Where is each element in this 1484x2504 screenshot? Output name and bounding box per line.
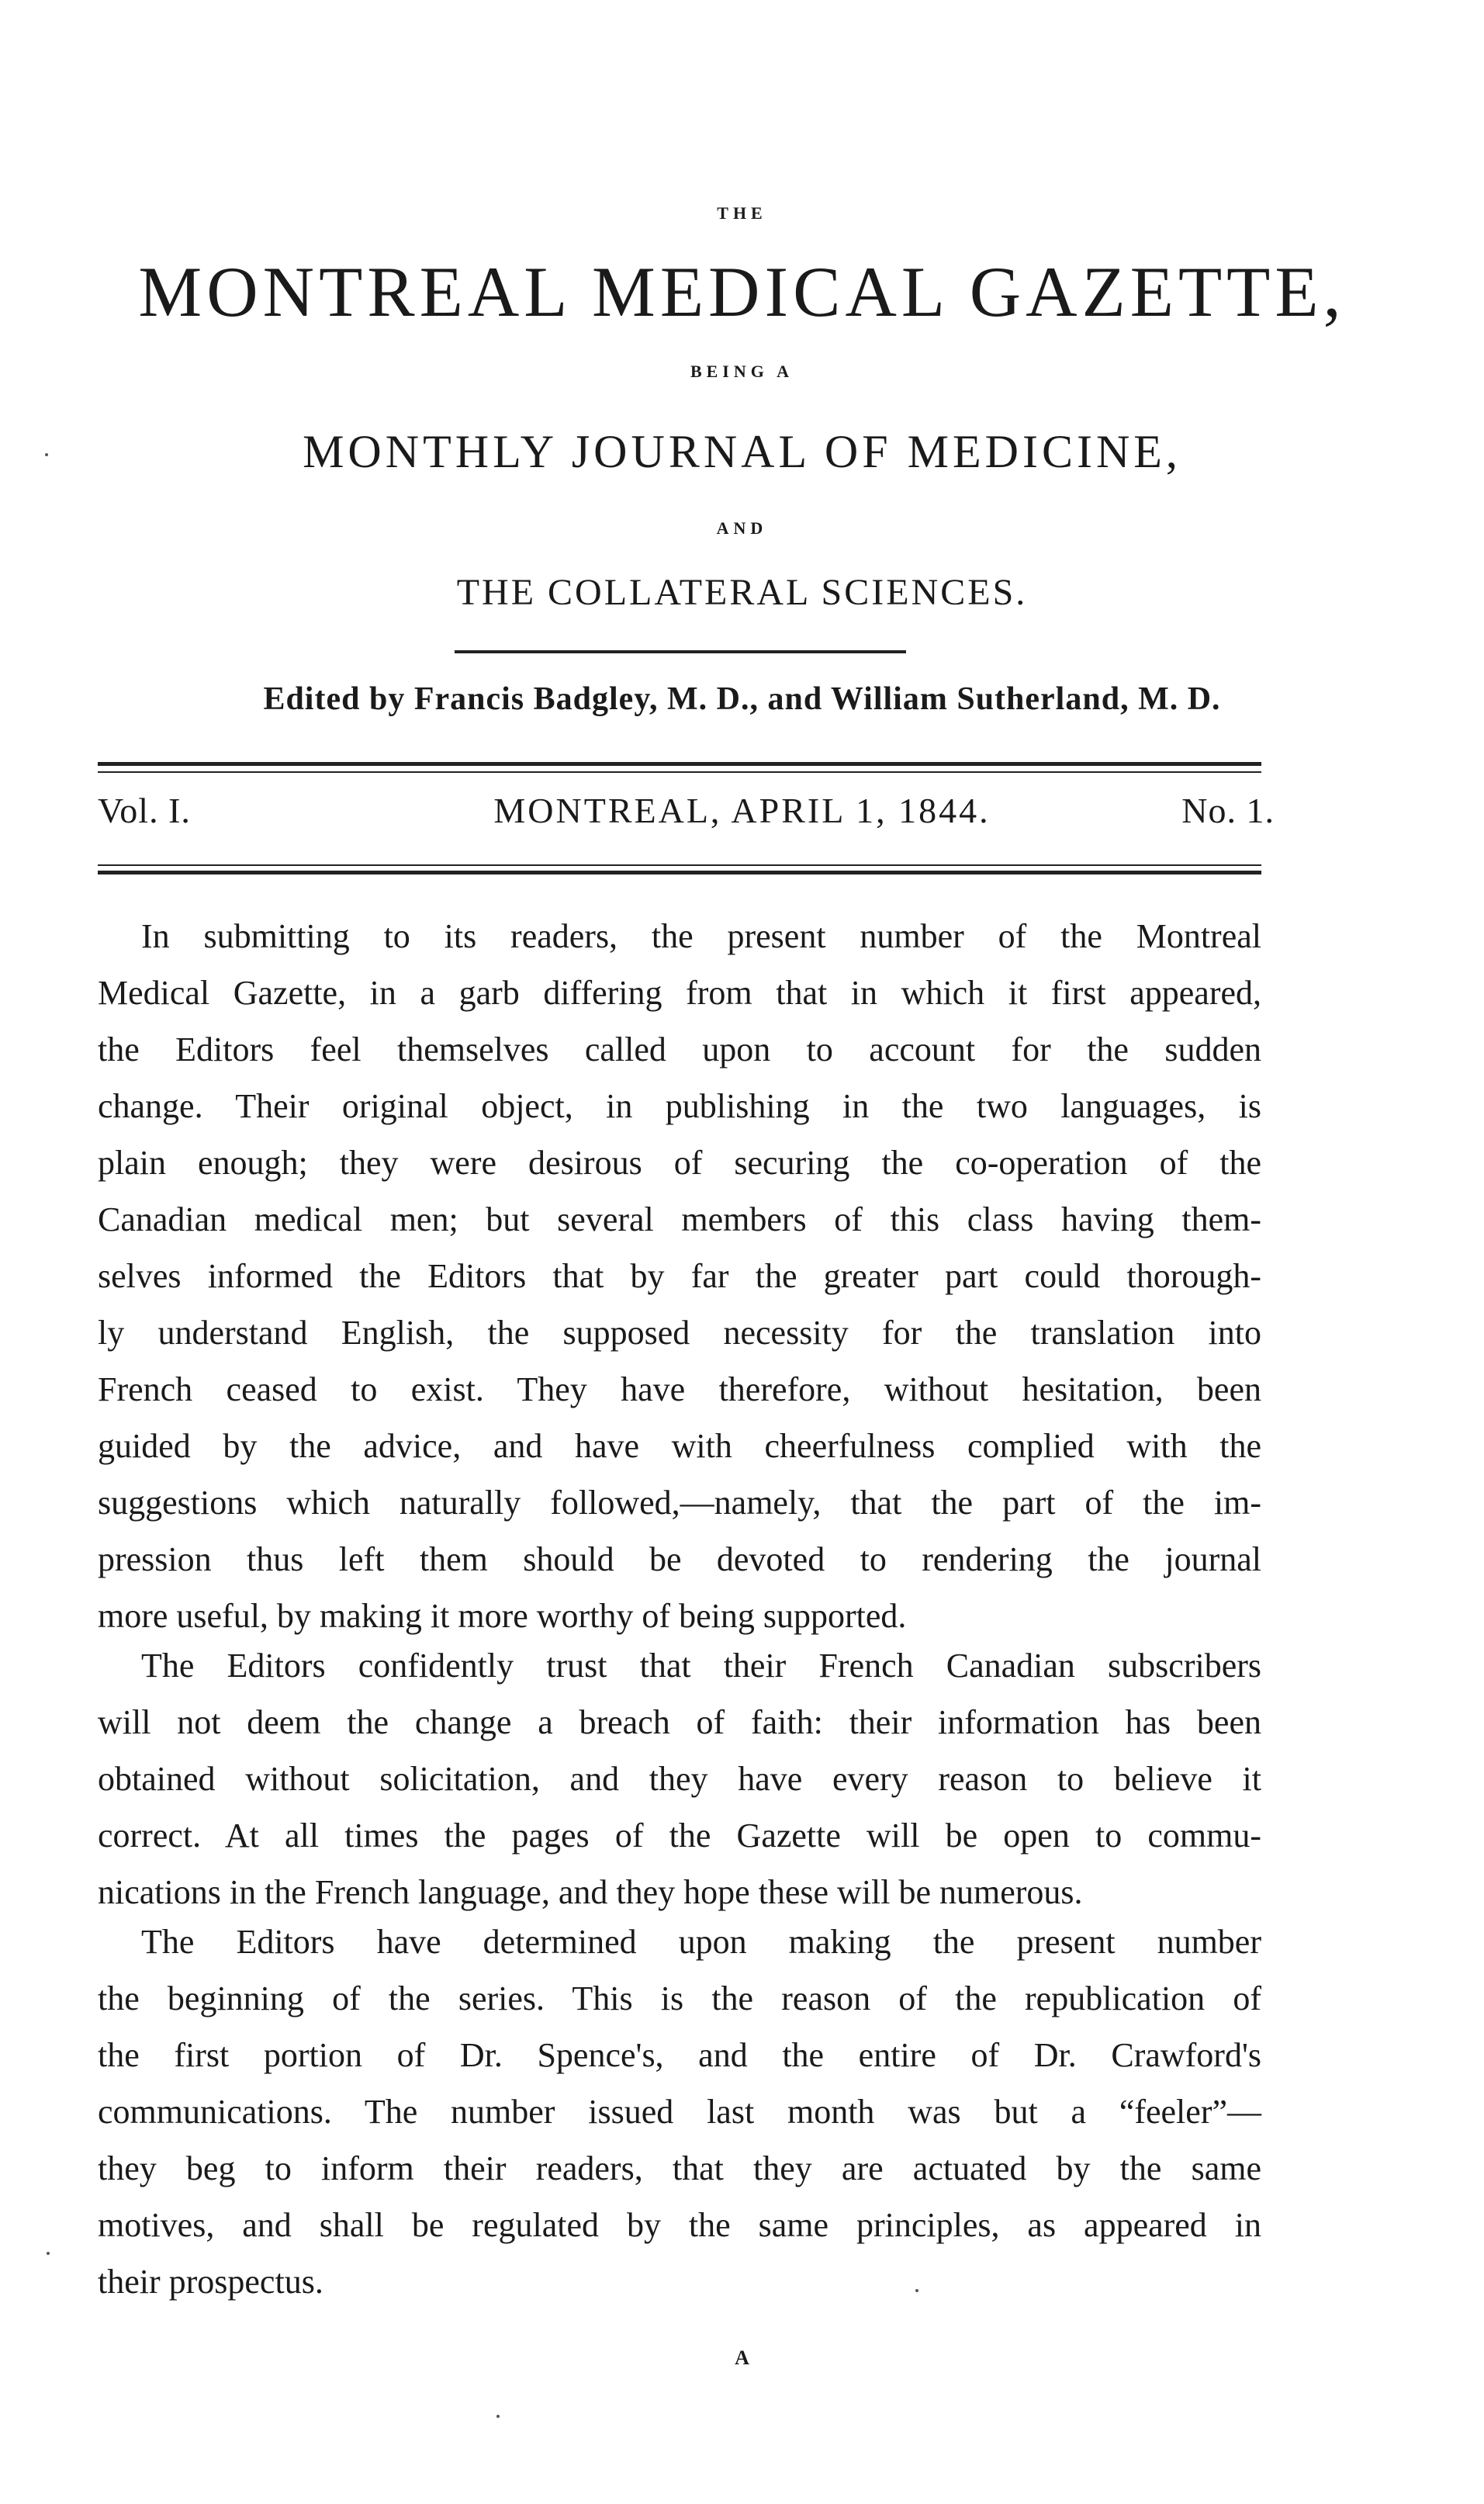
masthead-top-rule [98,762,1261,766]
text-line: the Editors feel themselves called upon to account for the sudden [98,1030,1261,1068]
text-line: nications in the French language, and they hope these will be numerous. [98,1873,1083,1911]
title-divider [455,650,906,653]
masthead-bottom-rule [98,871,1261,874]
text-line: The Editors confidently trust that their French Canadian subscribers [141,1647,1261,1685]
issue-number: No. 1. [1181,791,1275,830]
text-line: selves informed the Editors that by far the greater part could thorough- [98,1257,1261,1295]
signature-mark: A [735,2346,749,2369]
text-line: they beg to inform their readers, that they are actuated by the same [98,2149,1261,2187]
text-line: correct. At all times the pages of the Gazette will be open to commu- [98,1817,1261,1855]
header-and: AND [716,518,768,538]
text-line: plain enough; they were desirous of securing the co-operation of the [98,1144,1261,1182]
text-line: ly understand English, the supposed necessity for the translation into [98,1314,1261,1352]
paragraph-3 [98,1913,1261,2310]
text-line: In submitting to its readers, the present number of the Montreal [141,917,1261,955]
text-line: The Editors have determined upon making the present number [141,1923,1261,1961]
text-line: the beginning of the series. This is the reason of the republication of [98,1979,1261,2017]
scan-speck [47,2252,50,2255]
text-line: communications. The number issued last month was but a “feeler”— [98,2093,1261,2131]
text-line: change. Their original object, in publishing in the two languages, is [98,1087,1261,1125]
scan-speck [915,2289,918,2292]
text-line: Canadian medical men; but several members of this class having them- [98,1200,1261,1238]
text-line: obtained without solicitation, and they have every reason to believe it [98,1760,1261,1798]
header-the: THE [717,203,767,223]
text-line: Medical Gazette, in a garb differing from that in which it first appeared, [98,974,1261,1012]
text-line: more useful, by making it more worthy of being supported. [98,1597,907,1635]
text-line: suggestions which naturally followed,—namely, that the part of the im- [98,1484,1261,1522]
text-line: will not deem the change a breach of faith: their information has been [98,1703,1261,1741]
dateline: MONTREAL, APRIL 1, 1844. [493,791,991,830]
header-being: BEING A [690,362,794,381]
editors-line: Edited by Francis Badgley, M. D., and William Sutherland, M. D. [263,681,1221,717]
masthead-bottom-rule-thin [98,864,1261,866]
volume-label: Vol. I. [98,791,191,830]
text-line: the first portion of Dr. Spence's, and the entire of Dr. Crawford's [98,2036,1261,2074]
text-line: their prospectus. [98,2263,323,2301]
journal-subtitle-line2: THE COLLATERAL SCIENCES. [456,572,1028,613]
scan-speck [496,2415,500,2418]
scan-speck [45,453,48,456]
text-line: motives, and shall be regulated by the same principles, as appeared in [98,2206,1261,2244]
paragraph-2 [98,1637,1261,1920]
text-line: French ceased to exist. They have therefore, without hesitation, been [98,1370,1261,1408]
text-line: pression thus left them should be devoted to rendering the journal [98,1540,1261,1578]
journal-title: MONTREAL MEDICAL GAZETTE, [138,252,1346,331]
text-line: guided by the advice, and have with cheerfulness complied with the [98,1427,1261,1465]
masthead-top-rule-thin [98,771,1261,773]
journal-subtitle-line1: MONTHLY JOURNAL OF MEDICINE, [303,426,1181,477]
paragraph-1 [98,908,1261,1644]
